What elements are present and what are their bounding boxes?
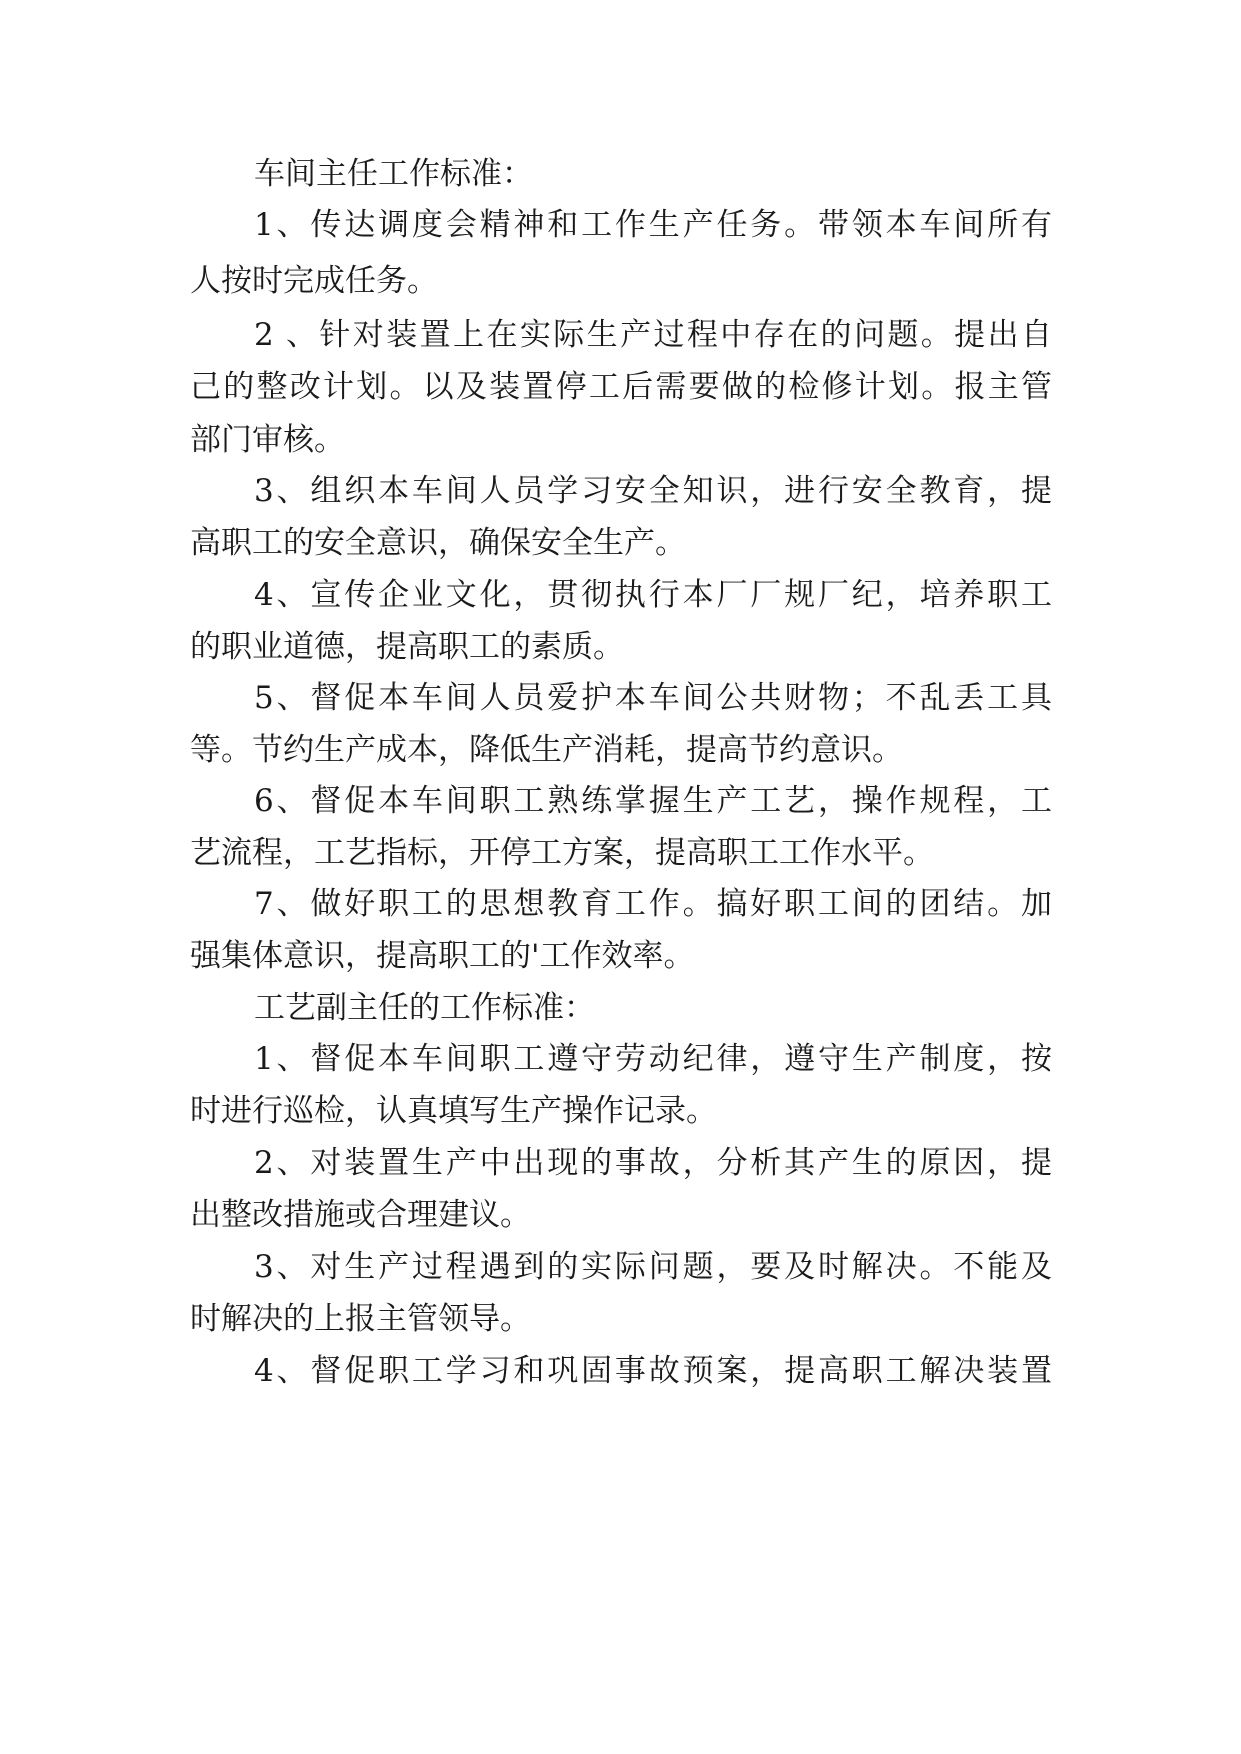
section-heading-process-deputy-director: 工艺副主任的工作标准： (254, 991, 595, 1025)
paragraph-line: 的职业道德，提高职工的素质。 (190, 630, 624, 664)
paragraph-line: 1、督促本车间职工遵守劳动纪律，遵守生产制度，按 (254, 1042, 1052, 1076)
paragraph-line: 6、督促本车间职工熟练掌握生产工艺，操作规程，工 (254, 784, 1052, 818)
paragraph-line: 4、宣传企业文化，贯彻执行本厂厂规厂纪，培养职工 (254, 578, 1052, 612)
paragraph-line: 7、做好职工的思想教育工作。搞好职工间的团结。加 (254, 887, 1052, 921)
paragraph-line: 己的整改计划。以及装置停工后需要做的检修计划。报主管 (190, 370, 1052, 404)
paragraph-line: 时进行巡检，认真填写生产操作记录。 (190, 1094, 717, 1128)
paragraph-line: 4、督促职工学习和巩固事故预案，提高职工解决装置 (254, 1354, 1052, 1388)
paragraph-line: 人按时完成任务。 (190, 264, 438, 298)
paragraph-line: 3、对生产过程遇到的实际问题，要及时解决。不能及 (254, 1250, 1052, 1284)
paragraph-line: 1、传达调度会精神和工作生产任务。带领本车间所有 (254, 208, 1052, 242)
paragraph-line: 2 、针对装置上在实际生产过程中存在的问题。提出自 (254, 318, 1052, 352)
document-body (190, 157, 1052, 1388)
paragraph-line: 高职工的安全意识，确保安全生产。 (190, 526, 686, 560)
paragraph-line: 时解决的上报主管领导。 (190, 1302, 531, 1336)
paragraph-line: 出整改措施或合理建议。 (190, 1198, 531, 1232)
paragraph-line: 2、对装置生产中出现的事故，分析其产生的原因，提 (254, 1146, 1052, 1180)
paragraph-line: 等。节约生产成本，降低生产消耗，提高节约意识。 (190, 733, 903, 767)
paragraph-line: 强集体意识，提高职工的'工作效率。 (190, 939, 695, 973)
paragraph-line: 部门审核。 (190, 423, 345, 457)
section-heading-workshop-director: 车间主任工作标准： (254, 157, 533, 191)
paragraph-line: 5、督促本车间人员爱护本车间公共财物；不乱丢工具 (254, 681, 1052, 715)
paragraph-line: 艺流程，工艺指标，开停工方案，提高职工工作水平。 (190, 836, 934, 870)
paragraph-line: 3、组织本车间人员学习安全知识，进行安全教育，提 (254, 474, 1052, 508)
